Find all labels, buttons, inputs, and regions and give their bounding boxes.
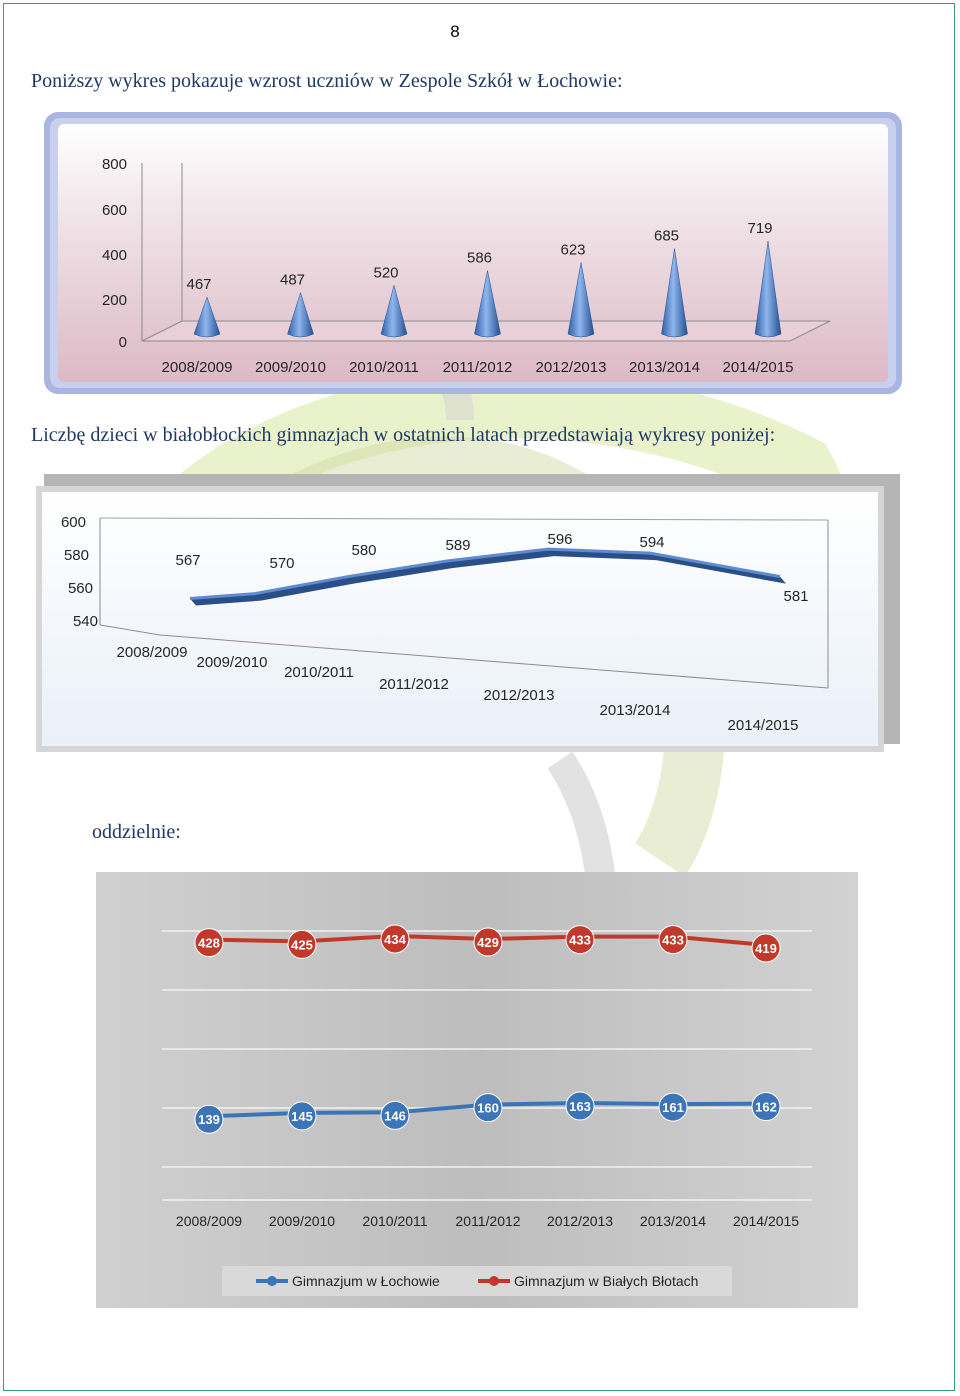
chart3-x-tick: 2010/2011	[362, 1213, 428, 1229]
chart3-data-label: 419	[755, 941, 777, 956]
chart1-data-label: 586	[466, 249, 493, 267]
chart3-data-label: 145	[291, 1108, 313, 1124]
chart1-data-label: 623	[560, 241, 586, 259]
page-number: 8	[450, 22, 460, 41]
chart3-x-tick: 2014/2015	[732, 1213, 800, 1229]
chart1-x-tick: 2009/2010	[255, 359, 326, 376]
chart3-data-label: 433	[569, 932, 591, 948]
chart1-x-tick: 2010/2011	[349, 359, 419, 376]
chart1-y-tick: 200	[101, 292, 127, 309]
chart1-y-tick: 0	[118, 334, 127, 351]
chart2-x-tick: 2011/2012	[379, 676, 449, 693]
chart3-x-tick: 2012/2013	[546, 1213, 614, 1229]
chart1-x-tick: 2014/2015	[722, 359, 794, 376]
chart1-x-tick: 2013/2014	[629, 359, 700, 376]
chart2-y-tick: 560	[67, 580, 93, 597]
chart3-x-tick: 2011/2012	[455, 1213, 521, 1229]
chart1-data-label: 685	[653, 227, 680, 245]
chart1-y-tick: 800	[101, 156, 127, 173]
chart2-x-tick: 2013/2014	[599, 702, 671, 719]
chart2-data-label: 594	[639, 534, 665, 551]
chart2-data-label: 580	[351, 542, 377, 559]
chart1-x-tick: 2012/2013	[535, 359, 607, 376]
chart2-data-label: 589	[445, 537, 471, 554]
chart3-data-label: 433	[662, 932, 684, 948]
chart3-x-tick: 2008/2009	[175, 1213, 243, 1229]
chart3-x-tick: 2013/2014	[639, 1213, 707, 1229]
chart3-data-label: 163	[569, 1099, 591, 1114]
chart2-x-tick: 2012/2013	[483, 687, 555, 704]
chart1-x-tick: 2008/2009	[161, 359, 233, 376]
chart3-data-label: 160	[477, 1100, 499, 1116]
chart1-data-label: 487	[279, 271, 306, 289]
chart3-data-label: 434	[384, 932, 406, 947]
chart3-data-label: 162	[755, 1099, 777, 1115]
chart3-legend-marker	[489, 1276, 499, 1286]
chart2-y-tick: 580	[63, 547, 89, 564]
chart1-data-label: 467	[186, 276, 212, 294]
chart2-x-tick: 2010/2011	[284, 664, 354, 681]
heading-gymnasium-counts: Liczbę dzieci w białobłockich gimnazjach w ostatnich latach przedstawiają wykresy poniżej:	[31, 424, 776, 446]
chart2-data-label: 581	[783, 588, 809, 605]
chart3-data-label: 146	[384, 1108, 406, 1124]
chart3-data-label: 161	[662, 1100, 684, 1116]
heading-separately: oddzielnie:	[92, 821, 181, 843]
chart3-data-label: 425	[291, 937, 313, 953]
chart2-y-tick: 540	[72, 613, 98, 630]
chart1-y-tick: 400	[101, 247, 127, 264]
chart2-data-label: 596	[547, 531, 573, 548]
chart2-y-tick: 600	[60, 514, 86, 531]
chart1-data-label: 719	[747, 220, 773, 238]
chart2-x-tick: 2008/2009	[116, 644, 188, 661]
chart2-x-tick: 2009/2010	[196, 654, 268, 671]
chart2-data-label: 570	[269, 555, 295, 572]
chart2-data-label: 567	[175, 552, 201, 569]
chart3-legend-marker	[267, 1276, 277, 1286]
chart3-legend-label: Gimnazjum w Łochowie	[292, 1273, 440, 1289]
heading-school-growth: Poniższy wykres pokazuje wzrost uczniów w Zespole Szkół w Łochowie:	[31, 70, 623, 92]
chart3-data-label: 139	[198, 1112, 220, 1128]
chart3-x-tick: 2009/2010	[268, 1213, 336, 1229]
chart2-x-tick: 2014/2015	[727, 717, 799, 734]
chart3-legend-label: Gimnazjum w Białych Błotach	[514, 1273, 699, 1289]
chart3-data-label: 429	[477, 935, 499, 950]
chart1-y-tick: 600	[101, 202, 127, 219]
chart1-x-tick: 2011/2012	[442, 359, 513, 376]
chart3-data-label: 428	[198, 935, 220, 951]
chart1-data-label: 520	[373, 264, 399, 282]
